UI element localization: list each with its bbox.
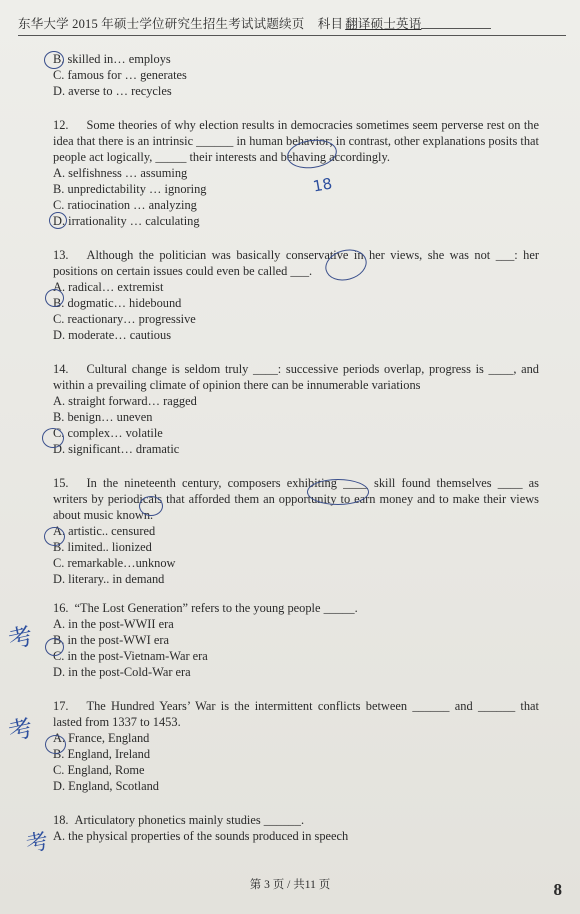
annotation-circle-exhibiting — [307, 479, 369, 505]
exam-title: 东华大学 2015 年硕士学位研究生招生考试试题续页 — [18, 17, 305, 31]
corner-page-number: 8 — [553, 880, 562, 899]
option: C. famous for … generates — [53, 68, 187, 82]
question-text: “The Lost Generation” refers to the young people _____. — [74, 601, 358, 615]
question-12 — [53, 117, 539, 229]
question-text: Cultural change is seldom truly ____: successive periods overlap, progress is ____, and within a prevailing climate of opinion there can be innumerable variations — [53, 362, 539, 392]
question-14 — [53, 361, 539, 457]
question-text: The Hundred Years’ War is the intermittent conflicts between ______ and ______ that lasted from 1337 to 1453. — [53, 699, 539, 729]
question-11-options — [53, 51, 539, 99]
page-header — [18, 14, 566, 36]
answer-circle-15 — [44, 527, 65, 546]
option: A. selfishness … assuming — [53, 166, 188, 180]
option: C. in the post-Vietnam-War era — [53, 649, 208, 663]
question-text: In the nineteenth century, composers exhibiting ____ skill found themselves ____ as writers by periodicals that afforded them an opportunity to earn money and to make their views about music known. — [53, 476, 539, 522]
question-stem — [53, 600, 539, 616]
answer-circle-17 — [45, 735, 66, 754]
option: A. the physical properties of the sounds produced in speech — [53, 829, 349, 843]
option: B. limited.. lionized — [53, 540, 152, 554]
answer-circle-11 — [44, 51, 64, 69]
question-16 — [53, 600, 539, 680]
option: B. benign… uneven — [53, 410, 153, 424]
option: B. skilled in… employs — [53, 52, 171, 66]
question-number: 14. — [53, 362, 69, 376]
question-17 — [53, 698, 539, 794]
question-text: Articulatory phonetics mainly studies ______. — [74, 813, 305, 827]
question-text: Although the politician was basically conservative in her views, she was not ___: her positions on certain issues could even be called ___. — [53, 248, 539, 278]
questions-area — [53, 51, 539, 844]
option: D. literary.. in demand — [53, 572, 165, 586]
option: D. irrationality … calculating — [53, 214, 200, 228]
question-number: 12. — [53, 118, 69, 132]
question-stem — [53, 361, 539, 393]
question-stem — [53, 698, 539, 730]
option: D. in the post-Cold-War era — [53, 665, 191, 679]
answer-circle-12 — [49, 212, 67, 229]
option: D. England, Scotland — [53, 779, 159, 793]
question-stem — [53, 247, 539, 279]
question-number: 13. — [53, 248, 69, 262]
handwritten-mark-18: 考 — [24, 829, 51, 858]
option: C. England, Rome — [53, 763, 145, 777]
question-15 — [53, 475, 539, 587]
subject-value: 翻译硕士英语 — [345, 17, 422, 31]
option: C. reactionary… progressive — [53, 312, 196, 326]
question-13 — [53, 247, 539, 343]
question-number: 18. — [53, 813, 69, 827]
header-rule — [421, 28, 491, 29]
question-18 — [53, 812, 539, 844]
question-number: 17. — [53, 699, 69, 713]
option: B. England, Ireland — [53, 747, 151, 761]
option: B. dogmatic… hidebound — [53, 296, 182, 310]
option: D. averse to … recycles — [53, 84, 172, 98]
answer-circle-13 — [45, 289, 64, 307]
handwritten-mark-16: 考 — [5, 621, 36, 655]
annotation-circle-by — [139, 496, 163, 516]
option: C. remarkable…unknow — [53, 556, 176, 570]
option: A. France, England — [53, 731, 150, 745]
page-footer: 第 3 页 / 共11 页 — [249, 879, 331, 891]
option: C. complex… volatile — [53, 426, 163, 440]
option: A. radical… extremist — [53, 280, 164, 294]
option: A. in the post-WWII era — [53, 617, 174, 631]
option: A. artistic.. censured — [53, 524, 156, 538]
handwritten-note-12: 18 — [311, 174, 334, 196]
question-number: 15. — [53, 476, 69, 490]
answer-circle-14 — [42, 428, 64, 448]
option: D. moderate… cautious — [53, 328, 172, 342]
handwritten-mark-17: 考 — [5, 713, 36, 747]
answer-circle-16 — [45, 638, 64, 656]
option: B. unpredictability … ignoring — [53, 182, 207, 196]
option: B. in the post-WWI era — [53, 633, 169, 647]
option: A. straight forward… ragged — [53, 394, 197, 408]
question-number: 16. — [53, 601, 69, 615]
option: C. ratiocination … analyzing — [53, 198, 197, 212]
question-stem — [53, 812, 539, 828]
question-text: Some theories of why election results in democracies sometimes seem perverse rest on the idea that there is an intrinsic ______ in human behavior; in contrast, other explanations posits that people act logically, _____ their interests and behaving accordingly. — [53, 118, 539, 164]
subject-label: 科目 — [317, 17, 344, 31]
option: D. significant… dramatic — [53, 442, 180, 456]
question-stem — [53, 475, 539, 523]
